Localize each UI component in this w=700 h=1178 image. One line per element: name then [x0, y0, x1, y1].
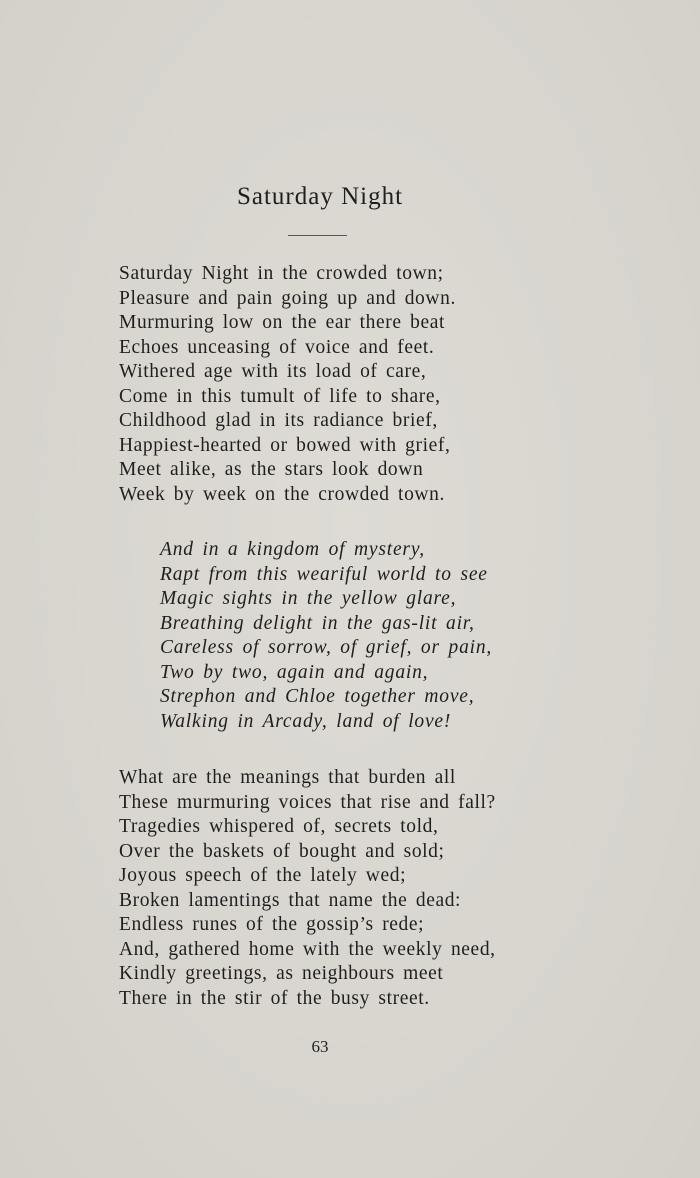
poem-line: Walking in Arcady, land of love!	[160, 710, 452, 732]
poem-line: Childhood glad in its radiance brief,	[119, 410, 438, 431]
poem-line: And, gathered home with the weekly need,	[119, 938, 496, 960]
poem-line: Endless runes of the gossip’s rede;	[119, 914, 425, 935]
poem-line: Strephon and Chloe together move,	[160, 686, 475, 707]
poem-line: Magic sights in the yellow glare,	[160, 588, 457, 609]
poem-line: Careless of sorrow, of grief, or pain,	[160, 637, 493, 658]
poem-line: These murmuring voices that rise and fall?	[119, 791, 496, 813]
poem-line: Come in this tumult of life to share,	[119, 385, 441, 407]
poem-line: Meet alike, as the stars look down	[119, 459, 424, 480]
stanza-1	[119, 262, 456, 507]
poem-line: And in a kingdom of mystery,	[160, 539, 425, 560]
poem-line: What are the meanings that burden all	[119, 767, 456, 788]
poem-line: Broken lamentings that name the dead:	[119, 889, 462, 911]
poem-line: Breathing delight in the gas-lit air,	[160, 612, 475, 634]
poem-line: Two by two, again and again,	[160, 661, 429, 683]
poem-line: Tragedies whispered of, secrets told,	[119, 816, 439, 837]
poem-line: Echoes unceasing of voice and feet.	[119, 336, 435, 358]
stanza-3	[119, 766, 496, 1011]
poem-line: Withered age with its load of care,	[119, 361, 427, 382]
poem-line: Week by week on the crowded town.	[119, 483, 445, 505]
poem-line: Saturday Night in the crowded town;	[119, 263, 444, 284]
poem-line: Over the baskets of bought and sold;	[119, 840, 445, 862]
poem-title: Saturday Night	[236, 183, 404, 210]
poem-line: There in the stir of the busy street.	[119, 987, 430, 1009]
page-number: 63	[311, 1037, 329, 1056]
poem-line: Joyous speech of the lately wed;	[119, 865, 407, 886]
stanza-2	[160, 538, 492, 734]
title-rule	[288, 235, 347, 236]
poem-line: Pleasure and pain going up and down.	[119, 287, 456, 309]
poem-line: Happiest-hearted or bowed with grief,	[119, 434, 451, 456]
poem-line: Kindly greetings, as neighbours meet	[119, 963, 444, 984]
poem-line: Murmuring low on the ear there beat	[119, 312, 445, 333]
poem-line: Rapt from this weariful world to see	[160, 563, 488, 585]
